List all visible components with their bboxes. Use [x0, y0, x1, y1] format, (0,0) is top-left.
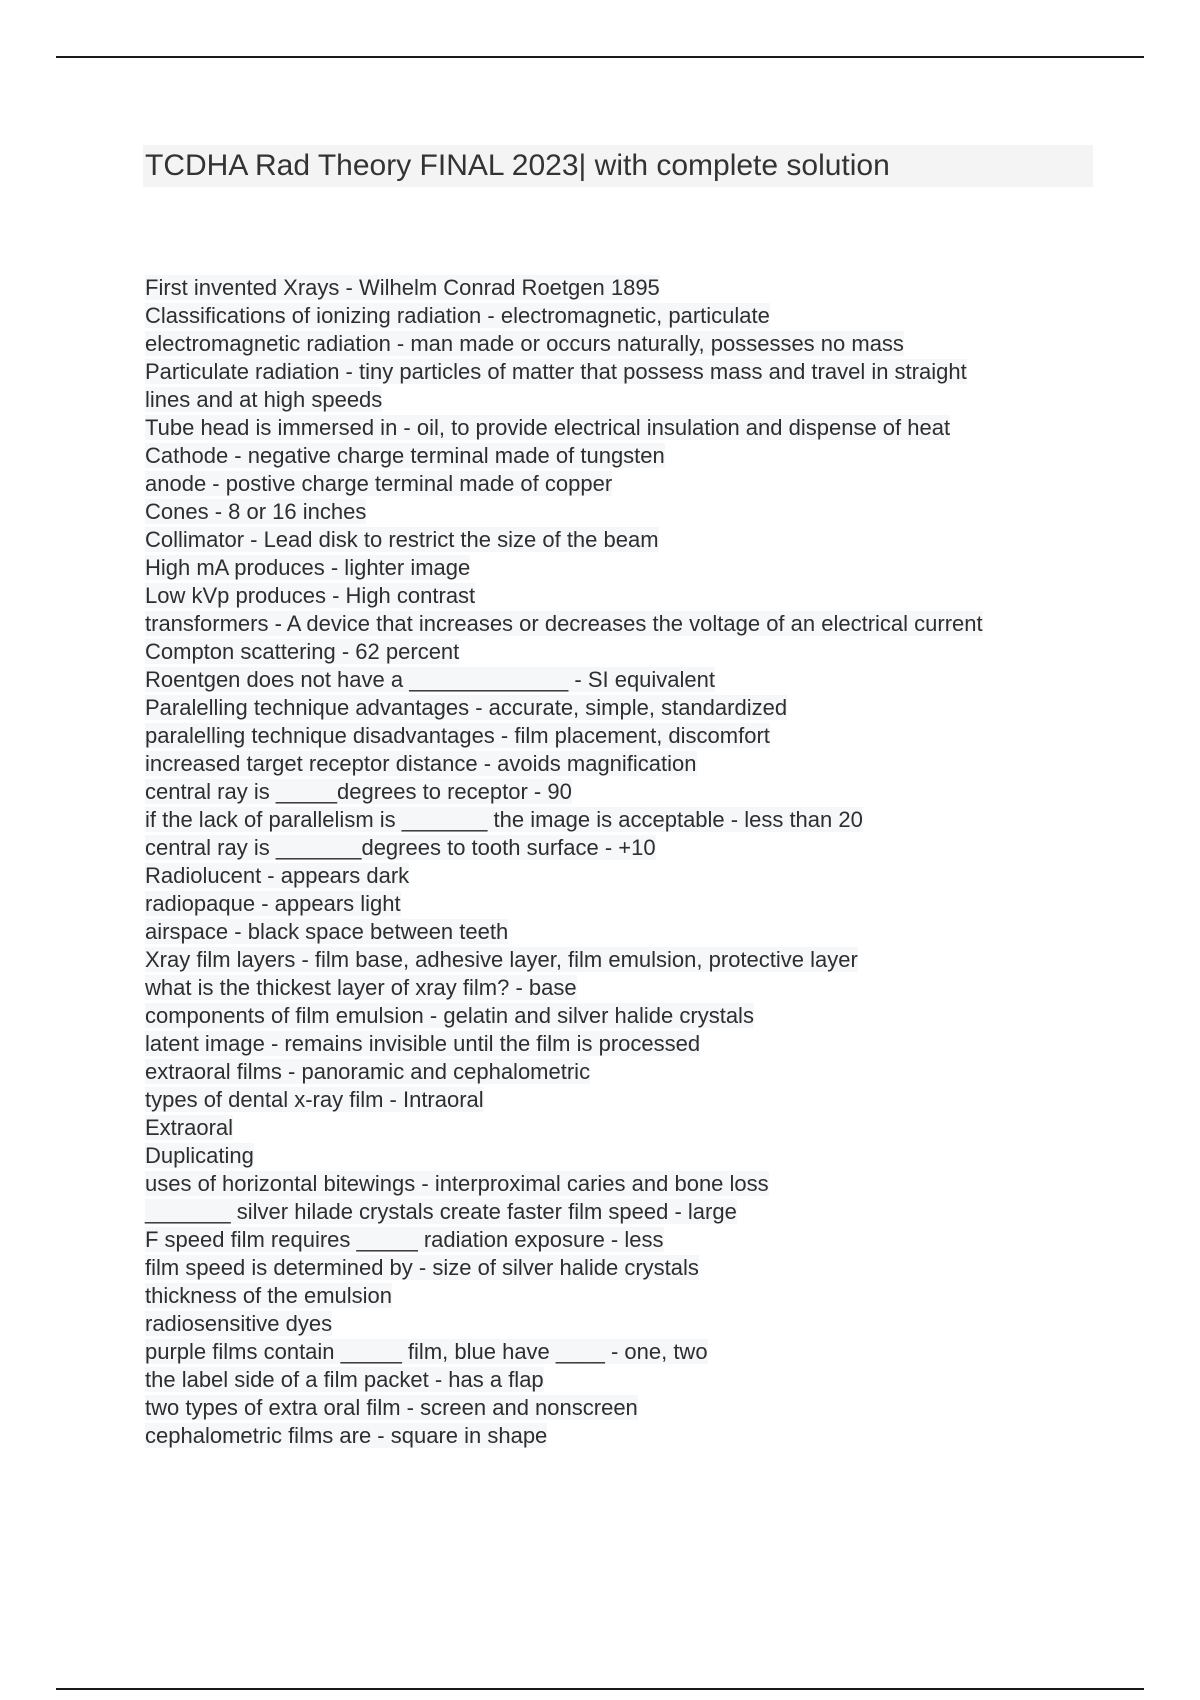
- qa-line-text: F speed film requires _____ radiation exposure - less: [145, 1227, 664, 1252]
- qa-line-text: Roentgen does not have a _____________ - SI equivalent: [145, 667, 716, 692]
- qa-line: [145, 386, 1085, 414]
- qa-line-text: _______ silver hilade crystals create faster film speed - large: [145, 1199, 737, 1224]
- qa-line-text: film speed is determined by - size of silver halide crystals: [145, 1255, 699, 1280]
- qa-line: [145, 358, 1085, 386]
- qa-line: [145, 806, 1085, 834]
- qa-line-text: Low kVp produces - High contrast: [145, 583, 476, 608]
- qa-line: [145, 1142, 1085, 1170]
- qa-line: [145, 974, 1085, 1002]
- qa-line: [145, 582, 1085, 610]
- qa-line-text: uses of horizontal bitewings - interproximal caries and bone loss: [145, 1171, 769, 1196]
- qa-line-text: Tube head is immersed in - oil, to provide electrical insulation and dispense of heat: [145, 415, 951, 440]
- qa-line: [145, 1254, 1085, 1282]
- qa-line-text: central ray is _______degrees to tooth surface - +10: [145, 835, 656, 860]
- qa-line: [145, 1086, 1085, 1114]
- qa-line: [145, 1114, 1085, 1142]
- qa-line: [145, 330, 1085, 358]
- qa-line-text: Extraoral: [145, 1115, 234, 1140]
- qa-line: [145, 302, 1085, 330]
- qa-line: [145, 1422, 1085, 1450]
- qa-line-text: transformers - A device that increases or decreases the voltage of an electrical current: [145, 611, 983, 636]
- qa-line-text: paralelling technique disadvantages - film placement, discomfort: [145, 723, 770, 748]
- qa-line-text: Particulate radiation - tiny particles of matter that possess mass and travel in straight: [145, 359, 967, 384]
- qa-line-text: Collimator - Lead disk to restrict the size of the beam: [145, 527, 659, 552]
- qa-line-text: Xray film layers - film base, adhesive layer, film emulsion, protective layer: [145, 947, 858, 972]
- qa-line-text: Radiolucent - appears dark: [145, 863, 410, 888]
- qa-line: [145, 610, 1085, 638]
- qa-line: [145, 498, 1085, 526]
- qa-line-text: First invented Xrays - Wilhelm Conrad Roetgen 1895: [145, 275, 660, 300]
- qa-line-text: cephalometric films are - square in shape: [145, 1423, 548, 1448]
- qa-line-text: airspace - black space between teeth: [145, 919, 509, 944]
- qa-line: [145, 554, 1085, 582]
- qa-line-text: two types of extra oral film - screen and nonscreen: [145, 1395, 638, 1420]
- qa-line: [145, 1058, 1085, 1086]
- qa-line-text: Duplicating: [145, 1143, 254, 1168]
- qa-line: [145, 470, 1085, 498]
- qa-line: [145, 778, 1085, 806]
- qa-line-text: types of dental x-ray film - Intraoral: [145, 1087, 484, 1112]
- qa-line: [145, 890, 1085, 918]
- qa-line: [145, 1394, 1085, 1422]
- qa-line: [145, 666, 1085, 694]
- qa-line-text: the label side of a film packet - has a flap: [145, 1367, 544, 1392]
- qa-line-text: increased target receptor distance - avoids magnification: [145, 751, 697, 776]
- qa-line: [145, 1366, 1085, 1394]
- qa-line-text: radiopaque - appears light: [145, 891, 401, 916]
- qa-line-text: purple films contain _____ film, blue have ____ - one, two: [145, 1339, 708, 1364]
- qa-list: [145, 274, 1085, 1450]
- qa-line-text: radiosensitive dyes: [145, 1311, 333, 1336]
- qa-line: [145, 1170, 1085, 1198]
- qa-line: [145, 1002, 1085, 1030]
- qa-line: [145, 274, 1085, 302]
- qa-line: [145, 1226, 1085, 1254]
- header-rule: [56, 56, 1144, 58]
- qa-line-text: components of film emulsion - gelatin and silver halide crystals: [145, 1003, 754, 1028]
- footer-rule: [56, 1688, 1144, 1690]
- qa-line: [145, 442, 1085, 470]
- qa-line: [145, 722, 1085, 750]
- qa-line-text: thickness of the emulsion: [145, 1283, 393, 1308]
- qa-line-text: Cathode - negative charge terminal made of tungsten: [145, 443, 665, 468]
- qa-line-text: Compton scattering - 62 percent: [145, 639, 460, 664]
- qa-line: [145, 1310, 1085, 1338]
- qa-line: [145, 1198, 1085, 1226]
- qa-line: [145, 1282, 1085, 1310]
- qa-line: [145, 414, 1085, 442]
- qa-line: [145, 694, 1085, 722]
- title-bar: [143, 145, 1093, 187]
- qa-line: [145, 946, 1085, 974]
- qa-line: [145, 918, 1085, 946]
- qa-line: [145, 862, 1085, 890]
- qa-line: [145, 834, 1085, 862]
- qa-line: [145, 1030, 1085, 1058]
- qa-line-text: electromagnetic radiation - man made or occurs naturally, possesses no mass: [145, 331, 904, 356]
- qa-line-text: lines and at high speeds: [145, 387, 383, 412]
- qa-line: [145, 1338, 1085, 1366]
- qa-line-text: what is the thickest layer of xray film? - base: [145, 975, 577, 1000]
- qa-line-text: Cones - 8 or 16 inches: [145, 499, 367, 524]
- qa-line-text: extraoral films - panoramic and cephalometric: [145, 1059, 591, 1084]
- qa-line: [145, 750, 1085, 778]
- qa-line: [145, 638, 1085, 666]
- qa-line-text: latent image - remains invisible until the film is processed: [145, 1031, 701, 1056]
- qa-line-text: Paralelling technique advantages - accurate, simple, standardized: [145, 695, 788, 720]
- qa-line-text: anode - postive charge terminal made of copper: [145, 471, 613, 496]
- qa-line-text: Classifications of ionizing radiation - electromagnetic, particulate: [145, 303, 770, 328]
- qa-line-text: central ray is _____degrees to receptor - 90: [145, 779, 572, 804]
- qa-line-text: if the lack of parallelism is _______ the image is acceptable - less than 20: [145, 807, 863, 832]
- page-title: TCDHA Rad Theory FINAL 2023| with complete solution: [145, 149, 890, 182]
- qa-line: [145, 526, 1085, 554]
- qa-line-text: High mA produces - lighter image: [145, 555, 471, 580]
